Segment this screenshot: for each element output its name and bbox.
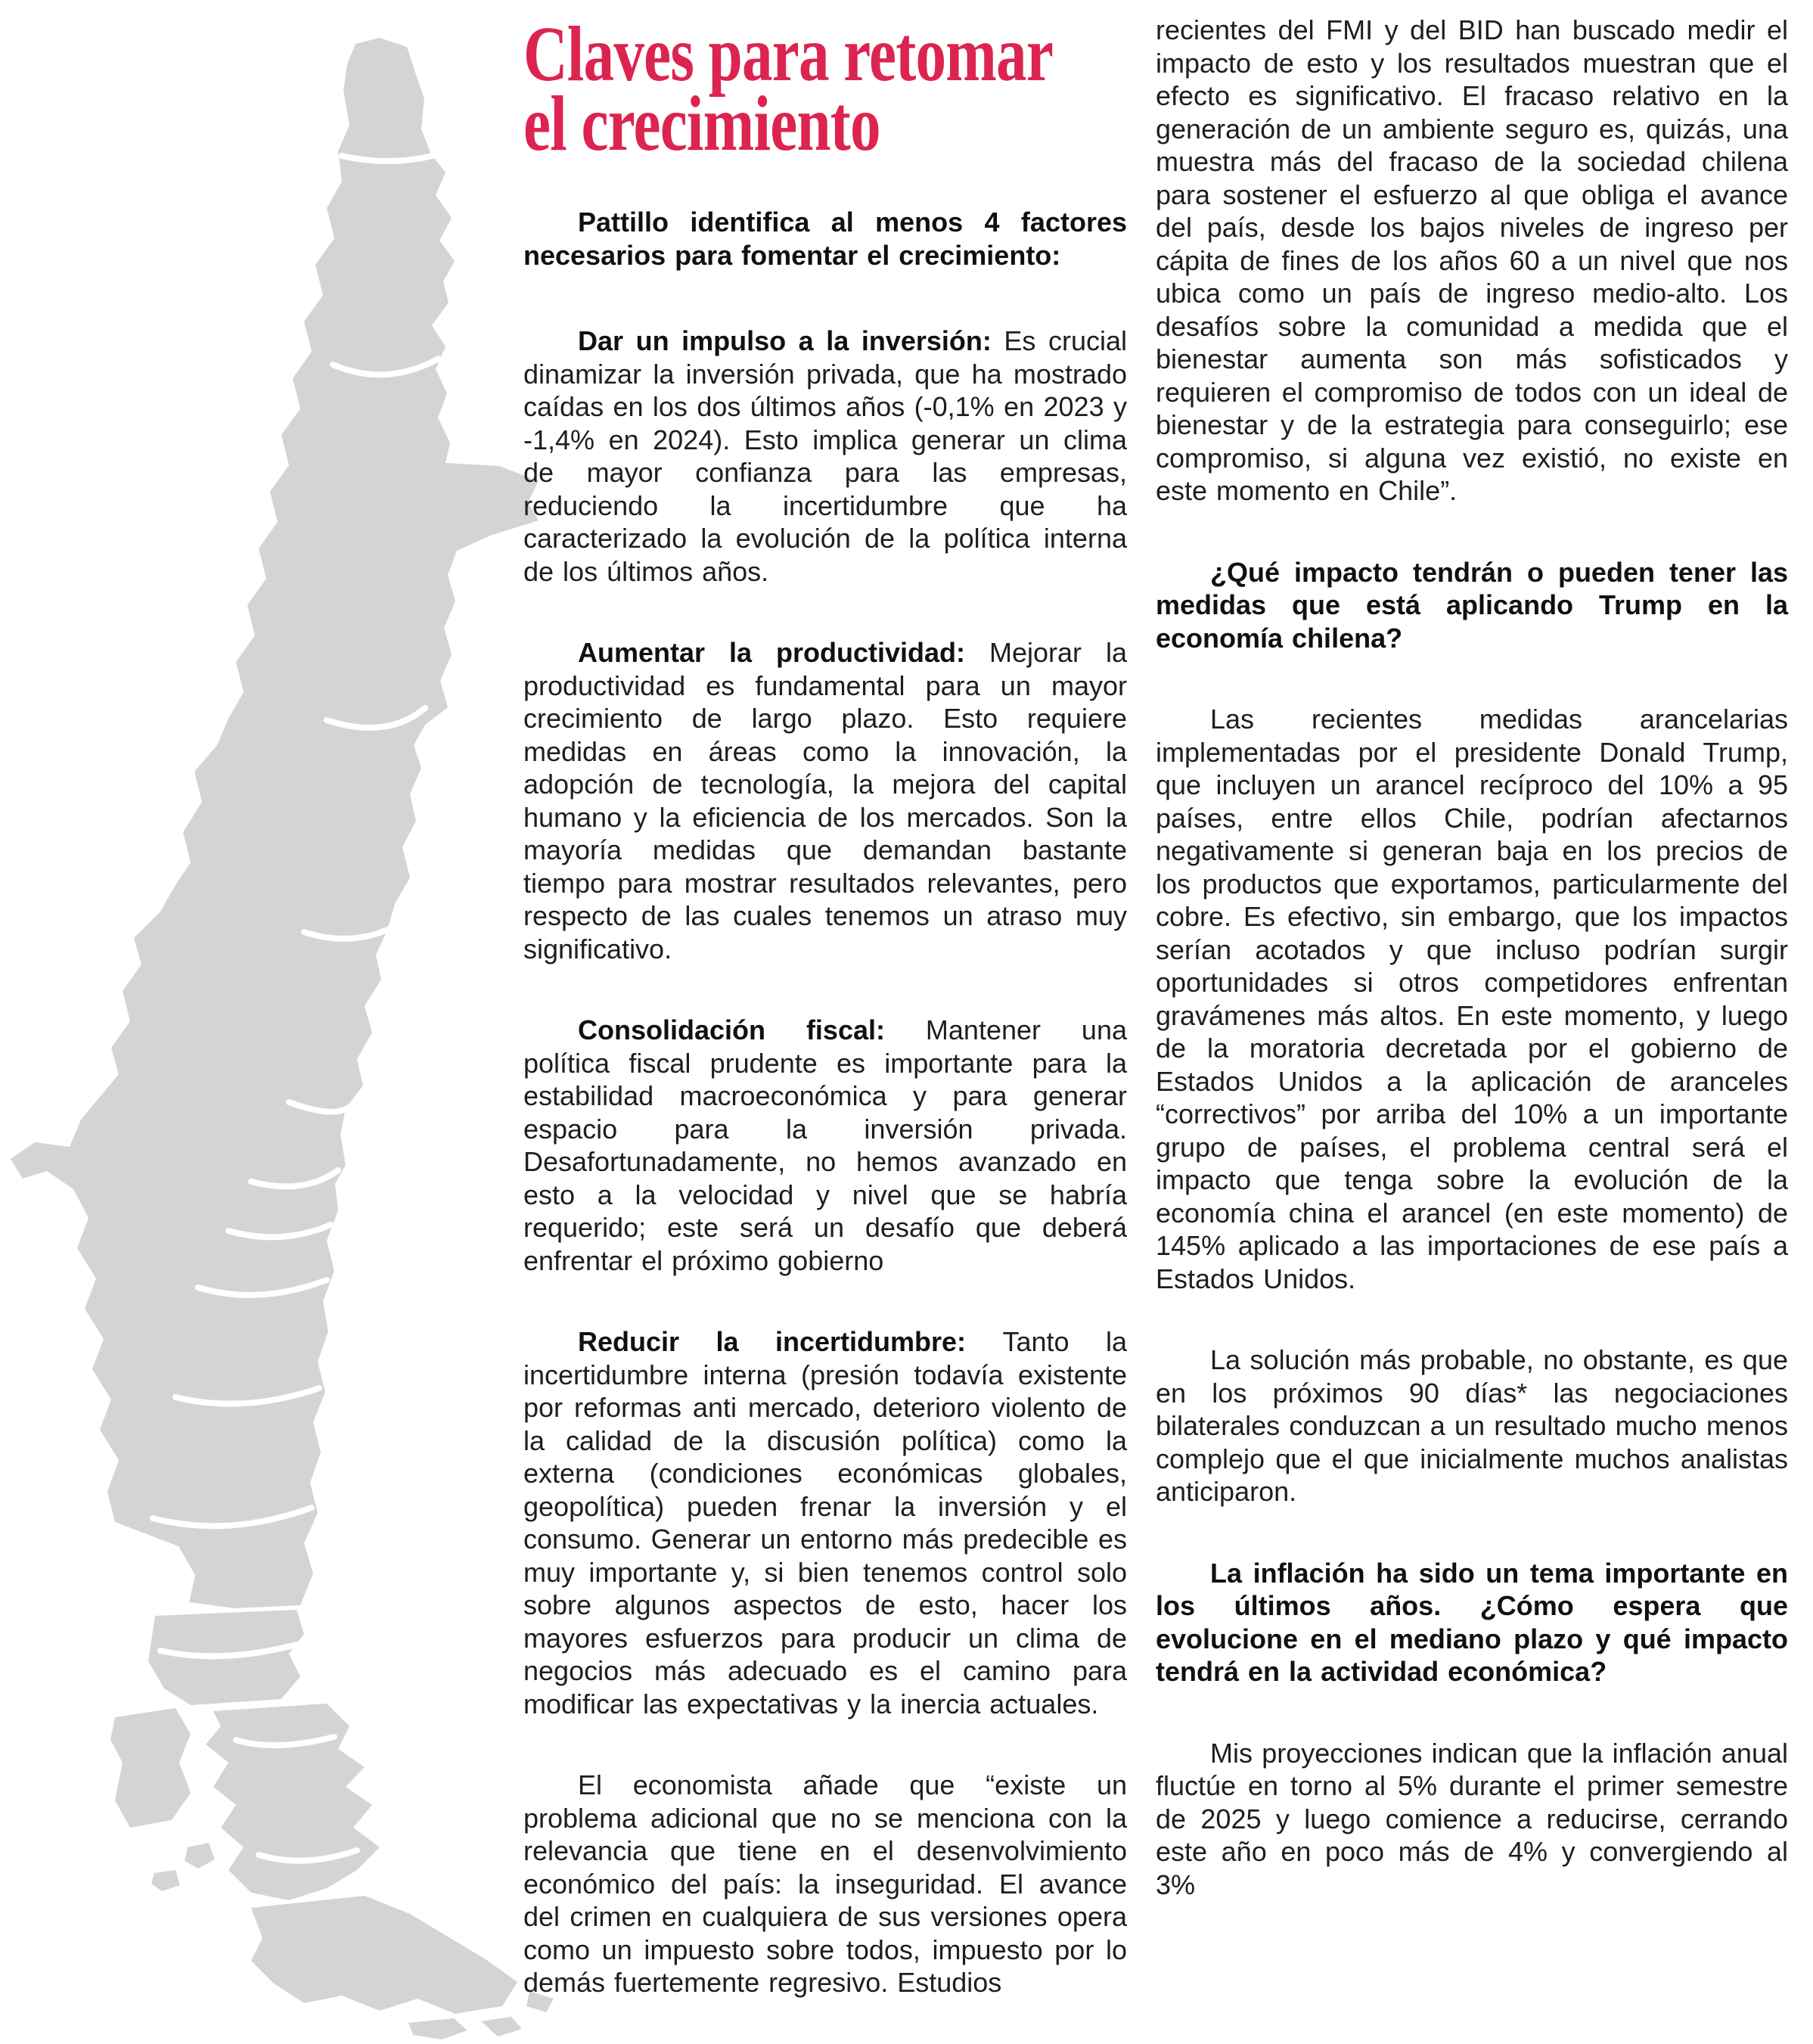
chile-map-svg [0, 0, 613, 2044]
article-paragraph: Aumentar la productividad: Mejorar la productividad es fundamental para un mayor crecimiento de largo plazo. Esto requiere medidas en áreas como la innovación, la adopción de tecnología, la mejora del capital humano y la eficiencia de los mercados. Son la mayoría medidas que demandan bastante tiempo para mostrar resultados relevantes, pero respecto de las cuales tenemos un atraso muy significativo. [523, 637, 1127, 965]
page-title [523, 11, 1054, 167]
article-paragraph: Mis proyecciones indican que la inflación anual fluctúe en torno al 5% durante el primer semestre de 2025 y luego comience a reducirse, cerrando este año en poco más de 4% y convergiendo al 3% [1156, 1737, 1788, 1900]
article-paragraph: Consolidación fiscal: Mantener una política fiscal prudente es importante para la estabilidad macroeconómica y para generar espacio para la inversión privada. Desafortunadamente, no hemos avanzado en esto a la velocidad y nivel que se habría requerido; este será un desafío que deberá enfrentar el próximo gobierno [523, 1014, 1128, 1276]
paragraph-lead: Dar un impulso a la inversión: [578, 325, 1004, 356]
paragraph-lead: Reducir la incertidumbre: [578, 1326, 1003, 1357]
page-title-line1: Claves para retomar [523, 11, 1054, 98]
article-intro: Pattillo identifica al menos 4 factores necesarios para fomentar el crecimiento: [523, 207, 1127, 271]
paragraph-lead: Consolidación fiscal: [578, 1014, 926, 1045]
article-paragraph: Reducir la incertidumbre: Tanto la incertidumbre interna (presión todavía existente por reformas anti mercado, deterioro violento de la calidad de la discusión política) como la externa (condiciones económicas globales, geopolítica) pueden frenar la inversión y el consumo. Generar un entorno más predecible es muy importante y, si bien tenemos control solo sobre algunos aspectos de esto, hacer los mayores esfuerzos para producir un clima de negocios más adecuado es el camino para modificar las expectativas y la inercia actuales. [523, 1326, 1127, 1719]
interview-question: ¿Qué impacto tendrán o pueden tener las medidas que está aplicando Trump en la economía chilena? [1156, 556, 1788, 654]
chile-map [0, 0, 613, 2044]
article-paragraph: Dar un impulso a la inversión: Es crucial dinamizar la inversión privada, que ha mostrado caídas en los dos últimos años (-0,1% en 2023 y -1,4% en 2024). Esto implica generar un clima de mayor confianza para las empresas, reduciendo la incertidumbre que ha caracterizado la evolución de la política interna de los últimos años. [523, 325, 1127, 587]
interview-question: La inflación ha sido un tema importante en los últimos años. ¿Cómo espera que evolucione en el mediano plazo y qué impacto tendrá en la actividad económica? [1156, 1557, 1788, 1687]
article-column-left [523, 0, 1127, 2044]
page-title-line2: el crecimiento [523, 80, 880, 167]
article-paragraph: El economista añade que “existe un problema adicional que no se menciona con la relevancia que tiene en el desenvolvimiento económico del país: la inseguridad. El avance del crimen en cualquiera de sus versiones opera como un impuesto sobre todos, impuesto por lo demás fuertemente regresivo. Estudios [523, 1769, 1127, 1998]
column-right-paragraphs [1156, 14, 1788, 1901]
article-column-right [1156, 14, 1788, 1949]
chile-landmass [11, 38, 554, 2039]
article-paragraph: La solución más probable, no obstante, es que en los próximos 90 días* las negociaciones bilaterales conduzcan a un resultado mucho menos complejo que el que inicialmente muchos analistas anticiparon. [1156, 1344, 1788, 1507]
column-left-paragraphs [523, 325, 1127, 1999]
article-paragraph: Las recientes medidas arancelarias implementadas por el presidente Donald Trump, que incluyen un arancel recíproco del 10% a 95 países, entre ellos Chile, podrían afectarnos negativamente si generan baja en los precios de los productos que exportamos, particularmente del cobre. Es efectivo, sin embargo, que los impactos serían acotados y que incluso podrían surgir oportunidades si otros competidores enfrentan gravámenes más altos. En este momento, y luego de la moratoria decretada por el gobierno de Estados Unidos a la aplicación de aranceles “correctivos” por arriba del 10% a un importante grupo de países, el problema central será el impacto que tenga sobre la evolución de la economía china el arancel (en este momento) de 145% aplicado a las importaciones de ese país a Estados Unidos. [1156, 704, 1788, 1294]
article-paragraph: recientes del FMI y del BID han buscado medir el impacto de esto y los resultados muestran que el efecto es significativo. El fracaso relativo en la generación de un ambiente seguro es, quizás, una muestra más del fracaso de la sociedad chilena para sostener el esfuerzo al que obliga el avance del país, desde los bajos niveles de ingreso per cápita de fines de los años 60 a un nivel que nos ubica como un país de ingreso medio-alto. Los desafíos sobre la comunidad a medida que el bienestar aumenta son más sofisticados y requieren el compromiso de todos con un ideal de bienestar y de la estrategia para conseguirlo; ese compromiso, si alguna vez existió, no existe en este momento en Chile”. [1156, 14, 1788, 506]
paragraph-lead: Aumentar la productividad: [578, 637, 989, 668]
